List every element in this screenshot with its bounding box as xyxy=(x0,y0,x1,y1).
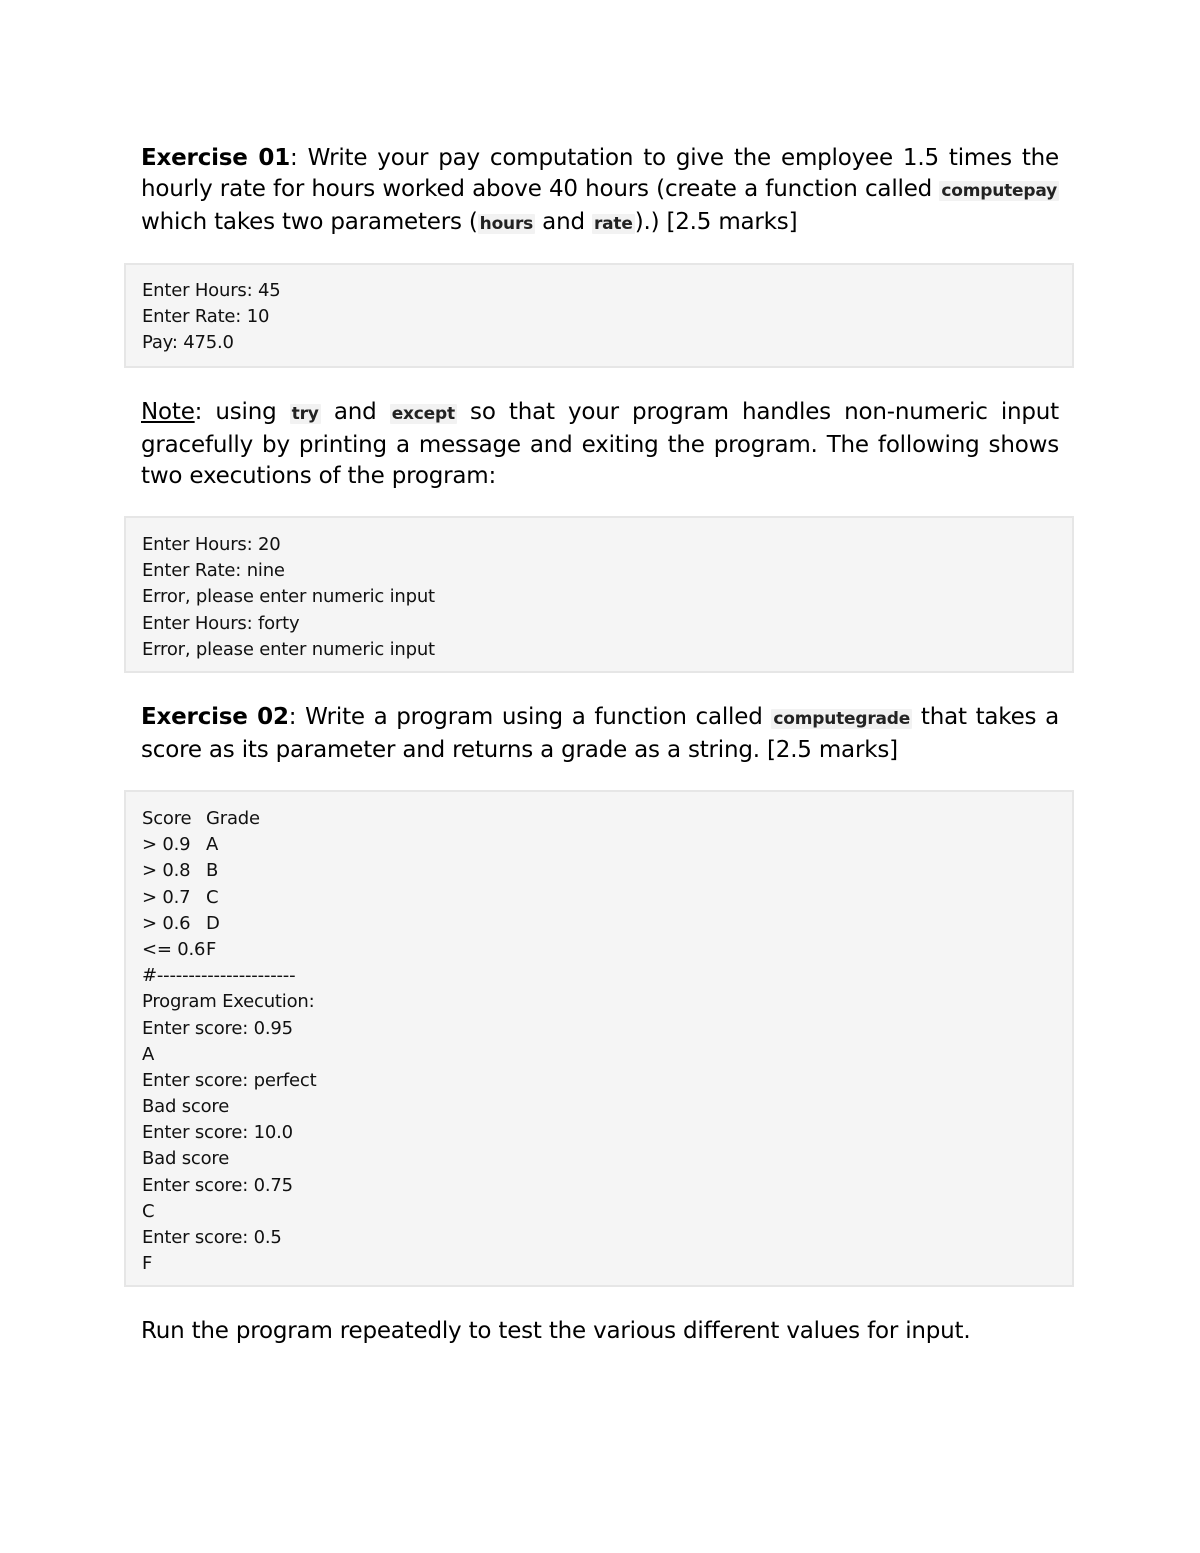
hours-code: hours xyxy=(479,214,534,234)
grade-cell: > 0.7 xyxy=(142,886,191,908)
grade-cell: F xyxy=(206,938,217,960)
text-span: which takes two parameters ( xyxy=(141,209,478,235)
code-line: Enter score: 0.75 xyxy=(142,1174,293,1196)
text-span: Write a program using a function called xyxy=(305,704,772,730)
exercise-02-label: Exercise 02 xyxy=(141,704,289,730)
grade-table-row xyxy=(142,885,1072,911)
code-line: Bad score xyxy=(142,1148,230,1170)
grade-table-header xyxy=(142,806,1072,832)
code-line: Enter Rate: nine xyxy=(142,560,285,582)
except-code: except xyxy=(391,404,455,424)
code-line: Enter score: 10.0 xyxy=(142,1122,293,1144)
grade-cell: Grade xyxy=(206,808,260,829)
code-line: Enter Hours: forty xyxy=(142,612,300,634)
grade-cell: > 0.6 xyxy=(142,912,191,934)
text-span: so that your program handles non-numeric input gracefully by printing a message and exiting the program. The following shows two executions of the program: xyxy=(141,399,1059,489)
note-label: Note xyxy=(141,399,195,425)
code-line: Enter score: 0.5 xyxy=(142,1227,282,1248)
code-line: C xyxy=(142,1200,155,1222)
code-line: Enter score: perfect xyxy=(142,1069,317,1091)
closing-text: Run the program repeatedly to test the various different values for input. xyxy=(141,1318,971,1344)
code-line: Enter Rate: 10 xyxy=(142,306,270,328)
code-line: Pay: 475.0 xyxy=(142,332,234,354)
computegrade-code: computegrade xyxy=(773,709,911,729)
exercise-01-text xyxy=(141,143,1059,240)
code-box-errors xyxy=(124,516,1074,673)
code-line: F xyxy=(142,1253,153,1275)
code-line: #---------------------- xyxy=(142,965,296,987)
text-span: : using xyxy=(194,399,290,425)
text-span: : xyxy=(288,704,306,730)
grade-table-row xyxy=(142,911,1072,937)
grade-cell: Score xyxy=(142,808,192,829)
code-line: A xyxy=(142,1043,155,1065)
code-box-grades xyxy=(124,790,1074,1287)
exercise-01-label: Exercise 01 xyxy=(141,145,291,171)
code-line: Program Execution: xyxy=(142,991,315,1013)
rate-code: rate xyxy=(593,214,633,234)
grade-cell: B xyxy=(206,860,219,882)
grade-table-row xyxy=(142,858,1072,884)
code-line: Enter score: 0.95 xyxy=(142,1017,293,1039)
text-span: ).) [2.5 marks] xyxy=(634,209,798,235)
grade-cell: A xyxy=(206,834,219,856)
grade-cell: > 0.8 xyxy=(142,860,191,882)
try-code: try xyxy=(291,404,319,424)
grade-cell: <= 0.6 xyxy=(142,938,206,960)
grade-table-row xyxy=(142,832,1072,858)
text-span: and xyxy=(320,399,390,425)
computepay-code: computepay xyxy=(941,181,1057,201)
text-span: Write your pay computation to give the employee 1.5 times the hourly rate for hours worked above 40 hours (create a function called xyxy=(141,145,1059,202)
note-text xyxy=(141,397,1059,492)
text-span: that takes a score as its parameter and returns a grade as a string. [2.5 marks] xyxy=(141,704,1059,763)
text-span: and xyxy=(535,209,592,235)
code-line: Error, please enter numeric input xyxy=(142,586,435,608)
grade-table-row xyxy=(142,937,1072,963)
code-line: Error, please enter numeric input xyxy=(142,638,435,660)
code-box-pay xyxy=(124,263,1074,368)
grade-cell: C xyxy=(206,886,219,908)
exercise-02-text xyxy=(141,702,1059,766)
grade-cell: D xyxy=(206,912,220,934)
code-line: Enter Hours: 45 xyxy=(142,280,281,301)
code-line: Bad score xyxy=(142,1096,230,1118)
grade-cell: > 0.9 xyxy=(142,834,191,856)
code-line: Enter Hours: 20 xyxy=(142,534,281,555)
text-span: : xyxy=(290,145,308,171)
